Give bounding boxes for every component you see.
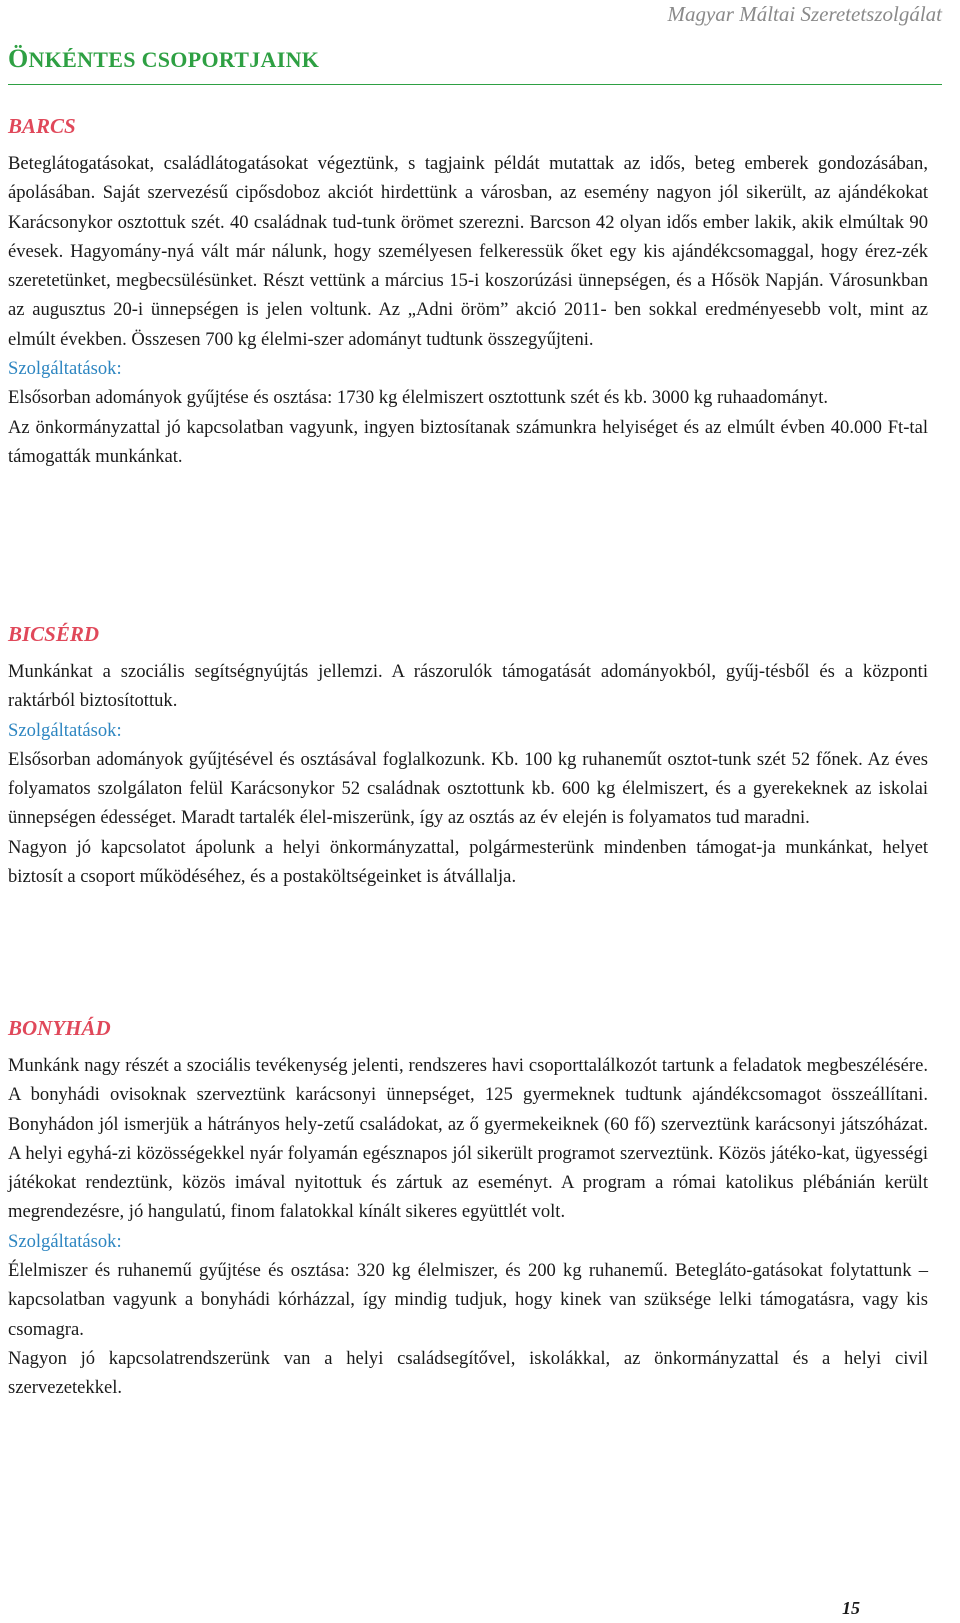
services-paragraph: Elsősorban adományok gyűjtése és osztása: 1730 kg élelmiszert osztottunk szét és kb. 3000 kg ruhaadományt. [8,387,829,409]
section-heading: BICSÉRD [8,622,100,646]
section-bicserd [8,622,928,891]
services-label: Szolgáltatások: [8,1230,122,1252]
section-bonyhad [8,1016,928,1403]
services-paragraph: Élelmiszer és ruhanemű gyűjtése és osztása: 320 kg élelmiszer, és 200 kg ruhanemű. Beteglátо-gatásokat folytattunk – kapcsolatban vagyunk a bonyhádi kórházzal, így mindig tudjuk, hogy kinek van szüksége lelki támogatásra, vagy kis csomagra. [8,1260,928,1340]
services-label: Szolgáltatások: [8,719,122,741]
title-divider [8,84,942,85]
page-title-rest: NKÉNTES CSOPORTJAINK [28,47,320,72]
page-number: 15 [842,1598,860,1618]
services-paragraph: Nagyon jó kapcsolatot ápolunk a helyi önkormányzattal, polgármesterünk mindenben támogat-ja munkánkat, helyet biztosít a csoport működéséhez, és a postaköltségeinket is átvállalja. [8,836,928,888]
services-paragraph: Az önkormányzattal jó kapcsolatban vagyunk, ingyen biztosítanak számunkra helyiséget és az elmúlt évben 40.000 Ft-tal támogatták munkánkat. [8,416,928,467]
section-heading: BARCS [8,114,76,138]
page-title [8,44,319,74]
services-paragraph: Nagyon jó kapcsolatrendszerünk van a helyi családsegítővel, iskolákkal, az önkormányzattal és a helyi civil szervezetekkel. [8,1347,928,1399]
section-barcs [8,114,928,471]
section-paragraph: Munkánk nagy részét a szociális tevékenység jelenti, rendszeres havi csoporttalálkozót tartunk a feladatok megbeszélésére. A bonyhádi ovisoknak szerveztünk karácsonyi ünnepséget, 125 gyermeknek tudtunk ajándékcsomagot összeállítani. Bonyhádon jól ismerjük a hátrányos hely-zetű családokat, az ő gyermekeiknek (60 fő) szerveztünk karácsonyi játszóházat. A helyi egyhá-zi közösségekkel nyár folyamán egésznapos jól sikerült programot szerveztünk. Közös játéko-kat, ügyességi játékokat rendeztünk, közös imával nyitottuk és zártuk az eseményt. A program a római katolikus plébánián került megrendezésre, jó hangulatú, finom falatokkal kínált sikeres együttlét volt. [8,1055,928,1223]
services-paragraph: Elsősorban adományok gyűjtésével és osztásával foglalkozunk. Kb. 100 kg ruhaneműt osztot-tunk szét 52 főnek. Az éves folyamatos szolgálaton felül Karácsonykor 52 családnak osztottunk kb. 600 kg élelmiszert, és a gyerekeknek az iskolai ünnepségen édességet. Maradt tartalék élel-miszerünk, így az osztás az év elején is folyamatos tud maradni. [8,748,928,829]
section-paragraph: Beteglátogatásokat, családlátogatásokat végeztünk, s tagjaink példát mutattak az idős, beteg emberek gondozásában, ápolásában. Saját szervezésű cipősdoboz akciót hirdettünk a városban, az esemény nagyon jól sikerült, az ajándékokat Karácsonykor osztottuk szét. 40 családnak tud-tunk örömet szerezni. Barcson 42 olyan idős ember lakik, akik elmúltak 90 évesek. Hagyomány-nyá vált már nálunk, hogy személyesen felkeressük őket egy kis ajándékcsomaggal, hogy érez-zék szeretetünket, megbecsülésünket. Részt vettünk a március 15-i koszorúzási ünnepségen, és a Hősök Napján. Városunkban az augusztus 20-i ünnepségen is jelen voltunk. Az „Adni öröm” akció 2011- ben sokkal eredményesebb volt, mint az elmúlt években. Összesen 700 kg élelmi-szer adományt tudtunk összegyűjteni. [8,153,928,350]
section-paragraph: Munkánkat a szociális segítségnyújtás jellemzi. A rászorulók támogatását adományokból, gyűj-tésből és a központi raktárból biztosítottuk. [8,661,928,712]
page-title-initial: Ö [8,44,29,73]
publication-brand: Magyar Máltai Szeretetszolgálat [667,2,942,26]
section-heading: BONYHÁD [8,1016,111,1040]
services-label: Szolgáltatások: [8,358,122,380]
